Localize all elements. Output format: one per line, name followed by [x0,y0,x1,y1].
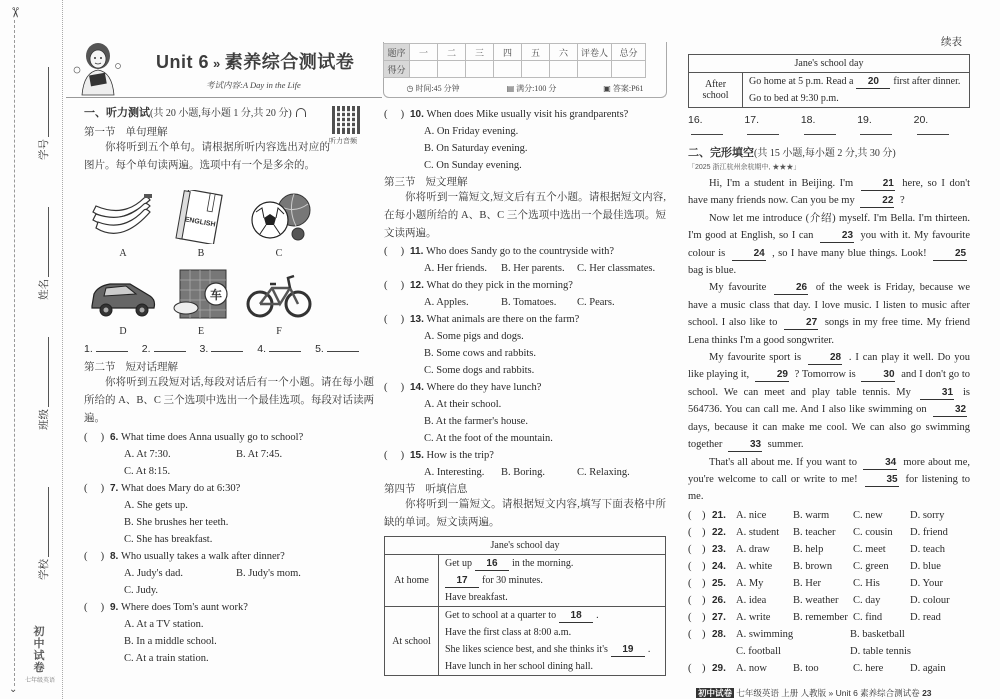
scissors-icon: ✂ [6,6,22,19]
option: C. meet [853,543,886,555]
answer-bracket[interactable]: ( ) [84,432,105,443]
score-input-cell[interactable] [522,61,550,78]
question-number: 29. [712,662,726,674]
cloze-passage [688,175,970,506]
score-header-cell: 评卷人 [578,44,612,61]
question-6: ( ) 6. What time does Anna usually go to school? A. At 7:30. B. At 7:45. C. At 8:15. [84,429,374,480]
option: C. Judy. [124,585,159,596]
bananas-icon [88,190,158,244]
cut-line [14,20,15,686]
option: B. warm [793,509,830,521]
answer-blank[interactable]: 16. [688,114,730,138]
answer-blank[interactable]: 20. [914,114,956,138]
option: B. Her parents. [501,263,565,274]
answer-blank[interactable]: 3. [200,343,244,355]
margin-brand-small: 七年级英语 [24,678,55,684]
cloze-blank[interactable]: 30 [861,368,895,382]
cloze-paragraph [688,454,970,506]
answer-blanks-1-5 [84,343,374,355]
table-row: At home Get up 16 in the morning. 17 for 30 minutes. Have breakfast. [385,555,666,607]
cloze-text: summer. [767,439,804,451]
option: A. At 7:30. [124,449,171,460]
english-book-icon [166,190,236,244]
cloze-question [688,609,970,626]
option: C. On Sunday evening. [424,160,522,171]
option: A. On Friday evening. [424,126,519,137]
cloze-question [688,558,970,575]
option: B. In a middle school. [124,636,217,647]
table-title: Jane's school day [385,537,666,555]
option: C. new [853,509,883,521]
option: D. Your [910,577,943,589]
answer-blank[interactable]: 18. [801,114,843,138]
cloze-blank[interactable]: 26 [774,281,808,295]
option: A. Judy's dad. [124,568,184,579]
score-input-cell[interactable] [550,61,578,78]
cloze-question [688,626,970,643]
question-number: 27. [712,611,726,623]
section4-instructions: 你将听到一篇短文。请根据短文内容,填写下面表格中所缺的单词。短文读两遍。 [384,499,666,528]
class-field[interactable]: 班级 [36,337,51,430]
answer-blank[interactable]: 17. [744,114,786,138]
page-footer: 初中试卷 七年级英语 上册 人教版 » Unit 6 素养综合测试卷 23 [698,688,932,698]
exam-content: 考试内容:A Day in the Life [206,80,301,90]
table-title: Jane's school day [689,55,970,73]
answer-bracket[interactable]: ( ) [384,314,405,325]
option: A. Some pigs and dogs. [424,331,524,342]
question-number: 26. [712,594,726,606]
cloze-question-continued [688,643,970,660]
answer-bracket[interactable]: ( ) [688,543,706,555]
fill-blank[interactable]: 20 [856,75,890,89]
cloze-blank[interactable]: 34 [863,456,897,470]
option: A. student [736,526,780,538]
svg-text:车: 车 [209,288,223,302]
score-input-cell[interactable] [494,61,522,78]
option: B. Judy's mom. [236,568,301,579]
source-note: 「2025 浙江杭州余杭期中, ★★★」 [688,164,801,171]
option: C. football [736,645,781,657]
option: C. day [853,594,881,606]
score-input-cell[interactable] [612,61,646,78]
option: B. At the farmer's house. [424,416,528,427]
cloze-blank[interactable]: 25 [933,247,967,261]
answer-blank[interactable]: 1. [84,343,128,355]
cloze-text: , so I have many blue things. Look! [772,247,927,259]
fill-blank[interactable]: 17 [445,574,479,588]
option: A. now [736,662,767,674]
option: C. Her classmates. [577,263,656,274]
name-field[interactable]: 姓名 [36,207,51,300]
question-8: ( ) 8. Who usually takes a walk after dinner? A. Judy's dad. B. Judy's mom. C. Judy. [84,548,374,599]
option: B. help [793,543,824,555]
answer-bracket[interactable]: ( ) [84,551,105,562]
cloze-blank[interactable]: 22 [860,194,894,208]
question-7: ( ) 7. What does Mary do at 6:30? A. She gets up. B. She brushes her teeth. C. She has breakfast. [84,480,374,548]
row-label: At school [385,607,439,676]
option: B. Some cows and rabbits. [424,348,536,359]
picture-option: C [240,181,318,259]
arrow-down-icon: ⌄ [9,684,18,695]
cloze-text: you with it. My favourite colour is [688,230,970,259]
answer-info: ▣ 答案:P61 [603,84,644,93]
qr-code-icon[interactable] [332,106,360,134]
part2-heading: 二、完形填空(共 15 小题,每小题 2 分,共 30 分) [688,147,896,159]
question-13: ( ) 13. What animals are there on the farm? A. Some pigs and dogs. B. Some cows and rabbits. C. Some dogs and rabbits. [384,311,666,379]
answer-bracket[interactable]: ( ) [384,246,405,257]
section2-instructions: 你将听到五段短对话,每段对话后有一个小题。请在每小题所给的 A、B、C 三个选项中选出一个最佳选项。每段对话读两遍。 [84,377,374,424]
section1-heading: 第一节 单句理解 [84,126,168,138]
option: D. blue [910,560,941,572]
option: D. sorry [910,509,945,521]
question-12: ( ) 12. What do they pick in the morning? A. Apples. B. Tomatoes. C. Pears. [384,277,666,311]
option: C. Relaxing. [577,467,630,478]
score-header-cell: 总分 [612,44,646,61]
option: A. Interesting. [424,467,485,478]
score-table [383,43,646,78]
option: C. His [853,577,880,589]
cloze-question [688,575,970,592]
option: A. At a TV station. [124,619,204,630]
answer-bracket[interactable]: ( ) [688,526,706,538]
picture-option: 车 E [162,259,240,337]
cloze-text: here, so I don't have many friends now. Can you be my [688,178,971,207]
fold-line [62,0,63,699]
score-header-cell: 四 [494,44,522,61]
score-input-cell[interactable] [578,61,612,78]
mascot-girl-reading-icon [72,40,124,96]
option: C. At 8:15. [124,466,171,477]
option: C. She has breakfast. [124,534,213,545]
answer-bracket[interactable]: ( ) [688,662,706,674]
score-icon: ▤ [506,84,517,93]
picture-options [84,181,374,337]
cloze-question [688,524,970,541]
option: A. At their school. [424,399,502,410]
question-number: 25. [712,577,726,589]
section2-heading: 第二节 短对话理解 [84,361,178,373]
column-middle [384,106,666,676]
answer-bracket[interactable]: ( ) [84,483,105,494]
score-header-cell: 二 [438,44,466,61]
score-row-label: 得分 [384,61,410,78]
table-row: At school Get to school at a quarter to 18 . Have the first class at 8:00 a.m. She likes science best, and she thinks it's 19 . Have lunch in her school dining hall. [385,607,666,676]
option: A. Her friends. [424,263,487,274]
answer-bracket[interactable]: ( ) [688,628,706,640]
picture-option: D [84,259,162,337]
cloze-question [688,541,970,558]
cloze-text: bag is blue. [688,265,737,277]
option: B. brown [793,560,833,572]
clock-icon: ◷ [406,84,416,93]
option: A. Apples. [424,297,469,308]
answer-blank[interactable]: 19. [857,114,899,138]
score-header-cell: 六 [550,44,578,61]
cloze-text: . I can play it well. Do you like playing it, [688,352,971,381]
score-input-cell[interactable] [438,61,466,78]
cloze-paragraph [688,175,970,210]
balls-icon [244,190,314,244]
cloze-questions [688,507,970,677]
cloze-blank[interactable]: 28 [808,351,842,365]
question-14: ( ) 14. Where do they have lunch? A. At their school. B. At the farmer's house. C. At the foot of the mountain. [384,379,666,447]
answer-bracket[interactable]: ( ) [688,611,706,623]
option: A. nice [736,509,767,521]
answer-bracket[interactable]: ( ) [688,577,706,589]
section4-heading: 第四节 听填信息 [384,483,468,495]
answer-blank[interactable]: 5. [315,343,359,355]
row-label: At home [385,555,439,607]
option: C. At a train station. [124,653,209,664]
cloze-text: ? [899,195,905,207]
cloze-text: Now let me introduce (介绍) myself. I'm Bella. I'm thirteen. I'm good at English, so I can [688,212,970,242]
part1-heading: 一、听力测试(共 20 小题,每小题 1 分,共 20 分) [84,104,374,120]
option: B. She brushes her teeth. [124,517,229,528]
cloze-text: My favourite sport is [709,352,802,364]
option: C. here [853,662,884,674]
cloze-text: for listening to me. [688,473,971,503]
question-11: ( ) 11. Who does Sandy go to the countryside with? A. Her friends. B. Her parents. C. Her classmates. [384,243,666,277]
cloze-text: ? Tomorrow is [794,369,856,381]
cloze-blank[interactable]: 21 [861,177,895,191]
option: B. At 7:45. [236,449,283,460]
cloze-text: days, because it can make me cool. We can also go swimming together [688,421,970,451]
page-title: Unit 6 » 素养综合测试卷 [156,52,355,72]
option: B. Her [793,577,821,589]
score-input-cell[interactable] [410,61,438,78]
answer-bracket[interactable]: ( ) [688,594,706,606]
option: B. too [793,662,819,674]
option: A. draw [736,543,770,555]
student-number-field[interactable]: 学号 [36,67,51,160]
option: A. idea [736,594,767,606]
answer-bracket[interactable]: ( ) [384,109,405,120]
question-15: ( ) 15. How is the trip? A. Interesting. B. Boring. C. Relaxing. [384,447,666,481]
cloze-text: is 564736. You can call me. And I also like swimming on [688,386,971,416]
option: A. My [736,577,764,589]
score-input-cell[interactable] [466,61,494,78]
option: B. Tomatoes. [501,297,557,308]
cloze-text: more about me, you're welcome to call or write to me! [688,456,971,485]
option: C. find [853,611,883,623]
info-table-continued [688,54,970,108]
option: C. Pears. [577,297,615,308]
score-header-cell: 一 [410,44,438,61]
option: A. write [736,611,771,623]
school-field[interactable]: 学校 [36,487,51,580]
picture-option: ENGLISH B [162,181,240,259]
fill-blank[interactable]: 16 [475,557,509,571]
header-divider [66,97,382,98]
option: B. basketball [850,628,905,640]
cloze-blank[interactable]: 23 [820,229,854,243]
svg-text:ENGLISH: ENGLISH [184,216,216,229]
section3-heading: 第三节 短文理解 [384,176,468,188]
option: D. again [910,662,946,674]
cloze-paragraph [688,210,970,280]
score-header-cell: 题序 [384,44,410,61]
score-info: ▤ 满分:100 分 [506,84,557,93]
option: D. colour [910,594,950,606]
answer-bracket[interactable]: ( ) [84,602,105,613]
cloze-text: Hi, I'm a student in Beijing. I'm [709,178,854,189]
exam-meta [383,83,667,94]
option: D. friend [910,526,948,538]
cloze-blank[interactable]: 33 [728,438,762,452]
column-right [688,36,970,677]
cloze-text: of the week is Friday, because we have a music class that day. I love music. I listen to music after school. I also like to [688,282,971,329]
fill-blank[interactable]: 18 [559,609,593,623]
question-9: ( ) 9. Where does Tom's aunt work? A. At a TV station. B. In a middle school. C. At a train station. [84,599,374,667]
binding-margin [0,0,64,699]
option: B. On Saturday evening. [424,143,528,154]
cloze-blank[interactable]: 29 [755,368,789,382]
picture-option: F [240,259,318,337]
option: D. teach [910,543,945,555]
chinese-chess-icon [166,268,236,322]
cloze-text: That's all about me. If you want to [709,456,857,468]
answer-bracket[interactable]: ( ) [688,509,706,521]
margin-brand: 初中试卷 [33,626,45,674]
cloze-blank[interactable]: 32 [933,403,967,417]
option: A. She gets up. [124,500,188,511]
cloze-text: and I don't go to school. We can meet and play table tennis. My [688,369,971,398]
answer-blank[interactable]: 2. [142,343,186,355]
answer-bracket[interactable]: ( ) [384,382,405,393]
score-header-cell: 三 [466,44,494,61]
time-info: ◷ 时间:45 分钟 [406,84,460,93]
option: D. table tennis [850,645,911,657]
answer-bracket[interactable]: ( ) [384,280,405,291]
cloze-text: songs in my free time. My friend Lena thinks I'm a good songwriter. [688,317,971,346]
option: C. Some dogs and rabbits. [424,365,535,376]
page-header [66,40,376,100]
table-row: After school Go home at 5 p.m. Read a 20 first after dinner. Go to bed at 9:30 p.m. [689,73,970,108]
answer-icon: ▣ [603,84,613,93]
option: C. cousin [853,526,893,538]
cloze-blank[interactable]: 31 [920,386,954,400]
question-number: 28. [712,628,726,640]
answer-blanks-16-20 [688,114,970,138]
cloze-blank[interactable]: 24 [732,247,766,261]
answer-bracket[interactable]: ( ) [384,450,405,461]
answer-bracket[interactable]: ( ) [688,560,706,572]
answer-blank[interactable]: 4. [257,343,301,355]
cloze-question [688,592,970,609]
cloze-question [688,507,970,524]
qr-label: 听力音频 [329,137,357,145]
page-number: 23 [922,688,932,698]
headphone-icon [296,108,306,117]
question-number: 23. [712,543,726,555]
score-header-cell: 五 [522,44,550,61]
car-icon [88,268,158,322]
option: C. At the foot of the mountain. [424,433,553,444]
cloze-paragraph [688,349,970,453]
cloze-blank[interactable]: 27 [784,316,818,330]
question-number: 21. [712,509,726,521]
question-number: 22. [712,526,726,538]
info-table [384,536,666,676]
option: B. weather [793,594,839,606]
footer-brand: 初中试卷 [698,688,733,698]
option: A. swimming [736,628,794,640]
option: B. Boring. [501,467,546,478]
row-label: After school [689,73,743,108]
fill-blank[interactable]: 19 [611,643,645,657]
bicycle-icon [244,268,314,322]
picture-option: A [84,181,162,259]
option: B. remember [793,611,848,623]
continued-label: 续表 [941,37,962,48]
option: A. white [736,560,773,572]
option: C. green [853,560,889,572]
cloze-question [688,660,970,677]
section3-instructions: 你将听到一篇短文,短文后有五个小题。请根据短文内容,在每小题所给的 A、B、C 三个选项中选出一个最佳选项。短文读两遍。 [384,192,666,239]
column-left [84,104,374,667]
option: D. read [910,611,941,623]
option: B. teacher [793,526,836,538]
cloze-paragraph [688,279,970,349]
question-number: 24. [712,560,726,572]
cloze-blank[interactable]: 35 [865,473,899,487]
section1-instructions: 你将听到五个单句。请根据所听内容选出对应的图片。每个单句读两遍。选项中有一个是多余的。 [84,142,330,171]
question-10: ( ) 10. When does Mike usually visit his grandparents? A. On Friday evening. B. On Saturday evening. C. On Sunday evening. [384,106,666,174]
cloze-text: My favourite [709,282,767,294]
